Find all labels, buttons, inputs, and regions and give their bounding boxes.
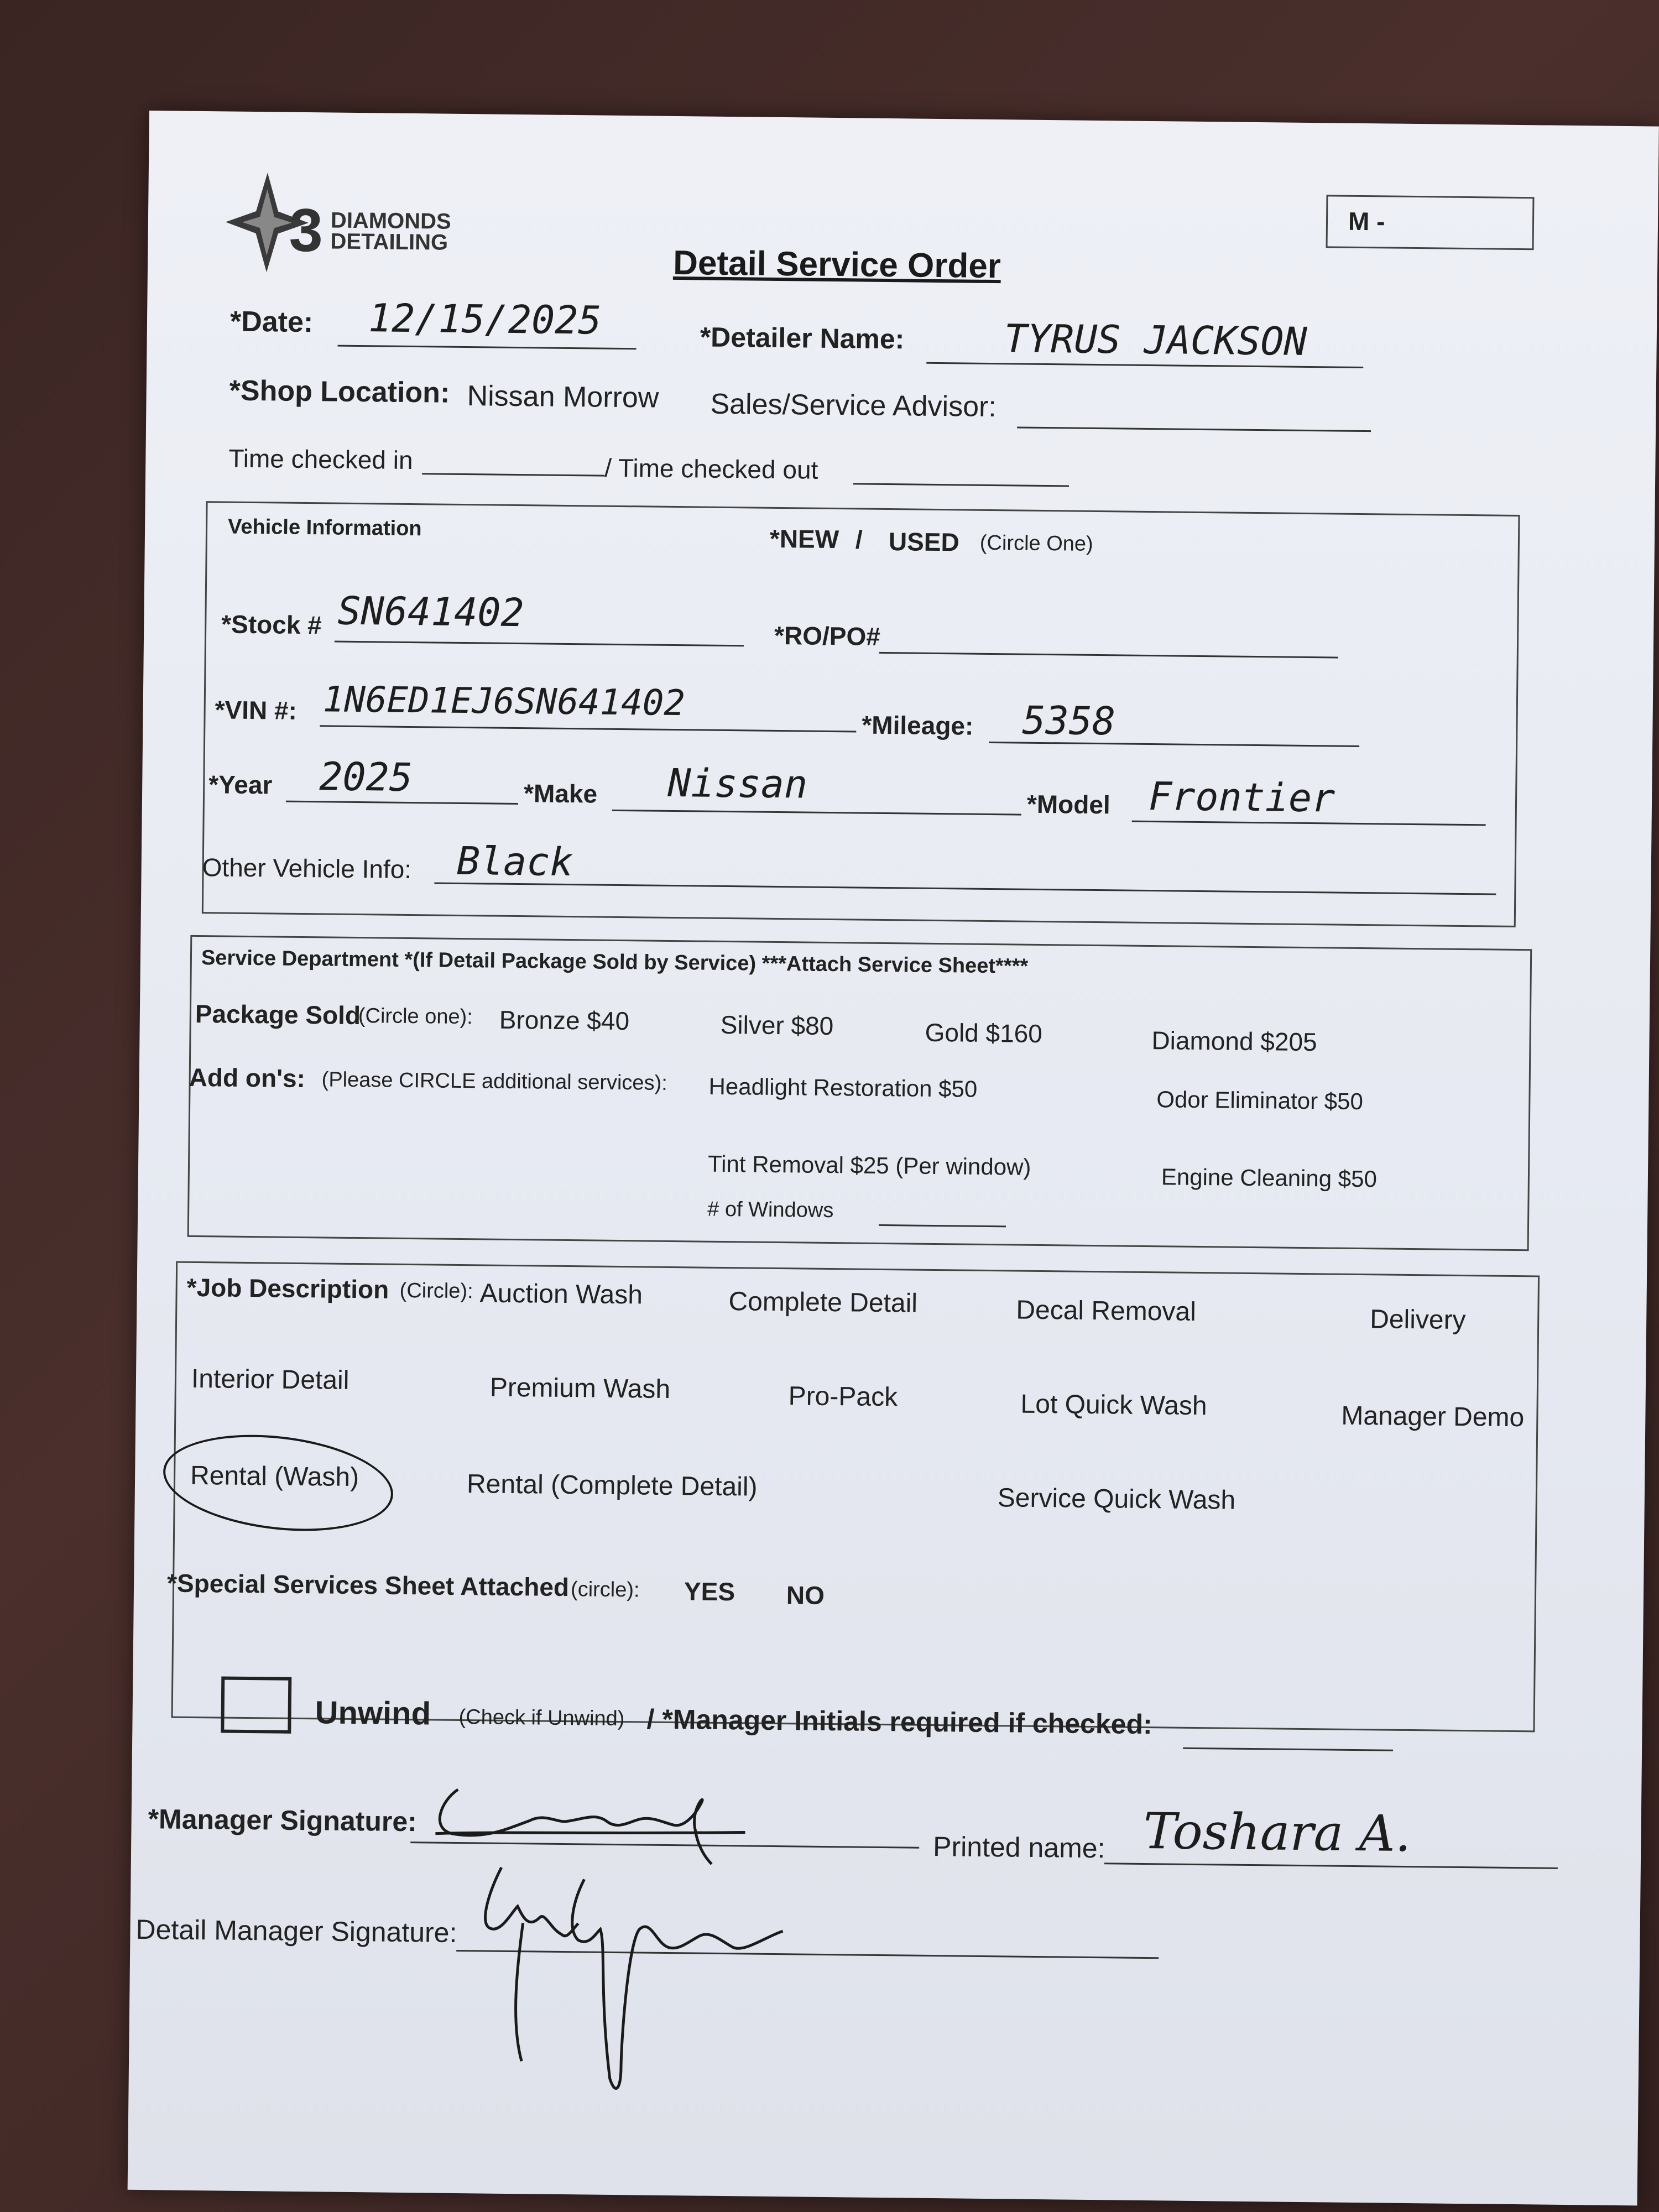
windows-label: # of Windows	[707, 1197, 834, 1223]
model-label: *Model	[1026, 789, 1111, 820]
make-label: *Make	[523, 779, 598, 808]
package-gold: Gold $160	[925, 1018, 1043, 1048]
circle-one-hint: (Circle One)	[979, 531, 1093, 556]
make-value: Nissan	[667, 760, 808, 807]
unwind-label: Unwind	[315, 1694, 431, 1732]
date-value: 12/15/2025	[368, 295, 602, 343]
vin-label: *VIN #:	[215, 695, 298, 725]
form-title: Detail Service Order	[672, 243, 1001, 286]
job-interior-detail: Interior Detail	[191, 1364, 349, 1395]
package-label: Package Sold	[195, 999, 361, 1030]
mileage-label: *Mileage:	[862, 710, 974, 740]
addon-odor: Odor Eliminator $50	[1156, 1086, 1364, 1115]
stock-value: SN641402	[337, 588, 525, 636]
unwind-initials-label: / *Manager Initials required if checked:	[646, 1703, 1153, 1740]
vin-value: 1N6ED1EJ6SN641402	[322, 679, 686, 724]
m-number-label: M -	[1348, 206, 1385, 236]
time-out-line	[853, 483, 1069, 487]
time-in-line	[422, 473, 604, 476]
shop-value: Nissan Morrow	[467, 380, 659, 414]
special-no: NO	[786, 1580, 825, 1610]
job-lot-quick-wash: Lot Quick Wash	[1020, 1389, 1207, 1421]
package-hint: (Circle one):	[358, 1004, 473, 1029]
logo-line1: DIAMONDS	[330, 208, 451, 234]
detail-manager-signature-drawing	[455, 1856, 817, 2109]
addon-headlight: Headlight Restoration $50	[708, 1073, 978, 1102]
slash-sep: /	[855, 525, 863, 554]
printed-name-label: Printed name:	[932, 1831, 1105, 1864]
stock-label: *Stock #	[221, 609, 322, 640]
job-auction-wash: Auction Wash	[479, 1279, 643, 1310]
detailer-value: TYRUS JACKSON	[1004, 316, 1308, 364]
package-diamond: Diamond $205	[1151, 1026, 1317, 1057]
job-service-quick-wash: Service Quick Wash	[997, 1483, 1236, 1515]
job-rental-wash: Rental (Wash)	[190, 1460, 359, 1493]
printed-name-line	[1104, 1863, 1558, 1869]
time-in-label: Time checked in	[228, 444, 413, 475]
job-premium-wash: Premium Wash	[489, 1373, 671, 1404]
job-delivery: Delivery	[1369, 1305, 1466, 1335]
job-hint: (Circle):	[399, 1279, 473, 1303]
job-rental-complete-detail: Rental (Complete Detail)	[466, 1469, 758, 1502]
unwind-hint: (Check if Unwind)	[458, 1705, 625, 1731]
unwind-checkbox[interactable]	[221, 1677, 291, 1734]
used-option: USED	[888, 527, 959, 557]
other-info-label: Other Vehicle Info:	[202, 853, 412, 884]
date-line	[338, 345, 637, 350]
detailer-label: *Detailer Name:	[700, 321, 905, 355]
job-label: *Job Description	[186, 1272, 389, 1304]
addon-engine: Engine Cleaning $50	[1161, 1164, 1378, 1192]
special-yes: YES	[684, 1577, 735, 1606]
manager-signature-label: *Manager Signature:	[148, 1803, 418, 1838]
addon-tint: Tint Removal $25 (Per window)	[707, 1150, 1031, 1180]
logo-number: 3	[289, 196, 324, 265]
year-value: 2025	[319, 754, 413, 801]
job-complete-detail: Complete Detail	[728, 1287, 918, 1318]
addons-hint: (Please CIRCLE additional services):	[321, 1068, 668, 1095]
advisor-line	[1017, 426, 1371, 432]
logo-line2: DETAILING	[330, 229, 448, 255]
ro-label: *RO/PO#	[774, 620, 881, 651]
addons-label: Add on's:	[189, 1062, 306, 1093]
date-label: *Date:	[229, 305, 314, 339]
package-silver: Silver $80	[720, 1010, 834, 1041]
printed-name-value: Toshara A.	[1142, 1802, 1411, 1864]
manager-signature-drawing	[419, 1767, 752, 1870]
new-option: *NEW	[769, 524, 839, 554]
advisor-label: Sales/Service Advisor:	[710, 388, 997, 424]
service-order-sheet	[128, 111, 1659, 2205]
detail-manager-signature-label: Detail Manager Signature:	[135, 1913, 457, 1949]
special-services-hint: (circle):	[570, 1578, 640, 1602]
time-out-label: / Time checked out	[604, 453, 818, 484]
job-pro-pack: Pro-Pack	[788, 1381, 898, 1412]
mileage-value: 5358	[1022, 697, 1116, 744]
package-bronze: Bronze $40	[499, 1005, 630, 1036]
job-manager-demo: Manager Demo	[1341, 1401, 1525, 1433]
job-decal-removal: Decal Removal	[1016, 1295, 1197, 1327]
special-services-label: *Special Services Sheet Attached	[166, 1568, 570, 1602]
year-label: *Year	[208, 770, 273, 800]
vehicle-section-label: Vehicle Information	[227, 515, 422, 541]
unwind-initials-line	[1183, 1747, 1393, 1751]
shop-label: *Shop Location:	[229, 374, 450, 409]
other-info-value: Black	[456, 838, 573, 885]
model-value: Frontier	[1148, 773, 1335, 821]
service-section-label: Service Department *(If Detail Package Sold by Service) ***Attach Service Sheet****	[201, 946, 1029, 978]
